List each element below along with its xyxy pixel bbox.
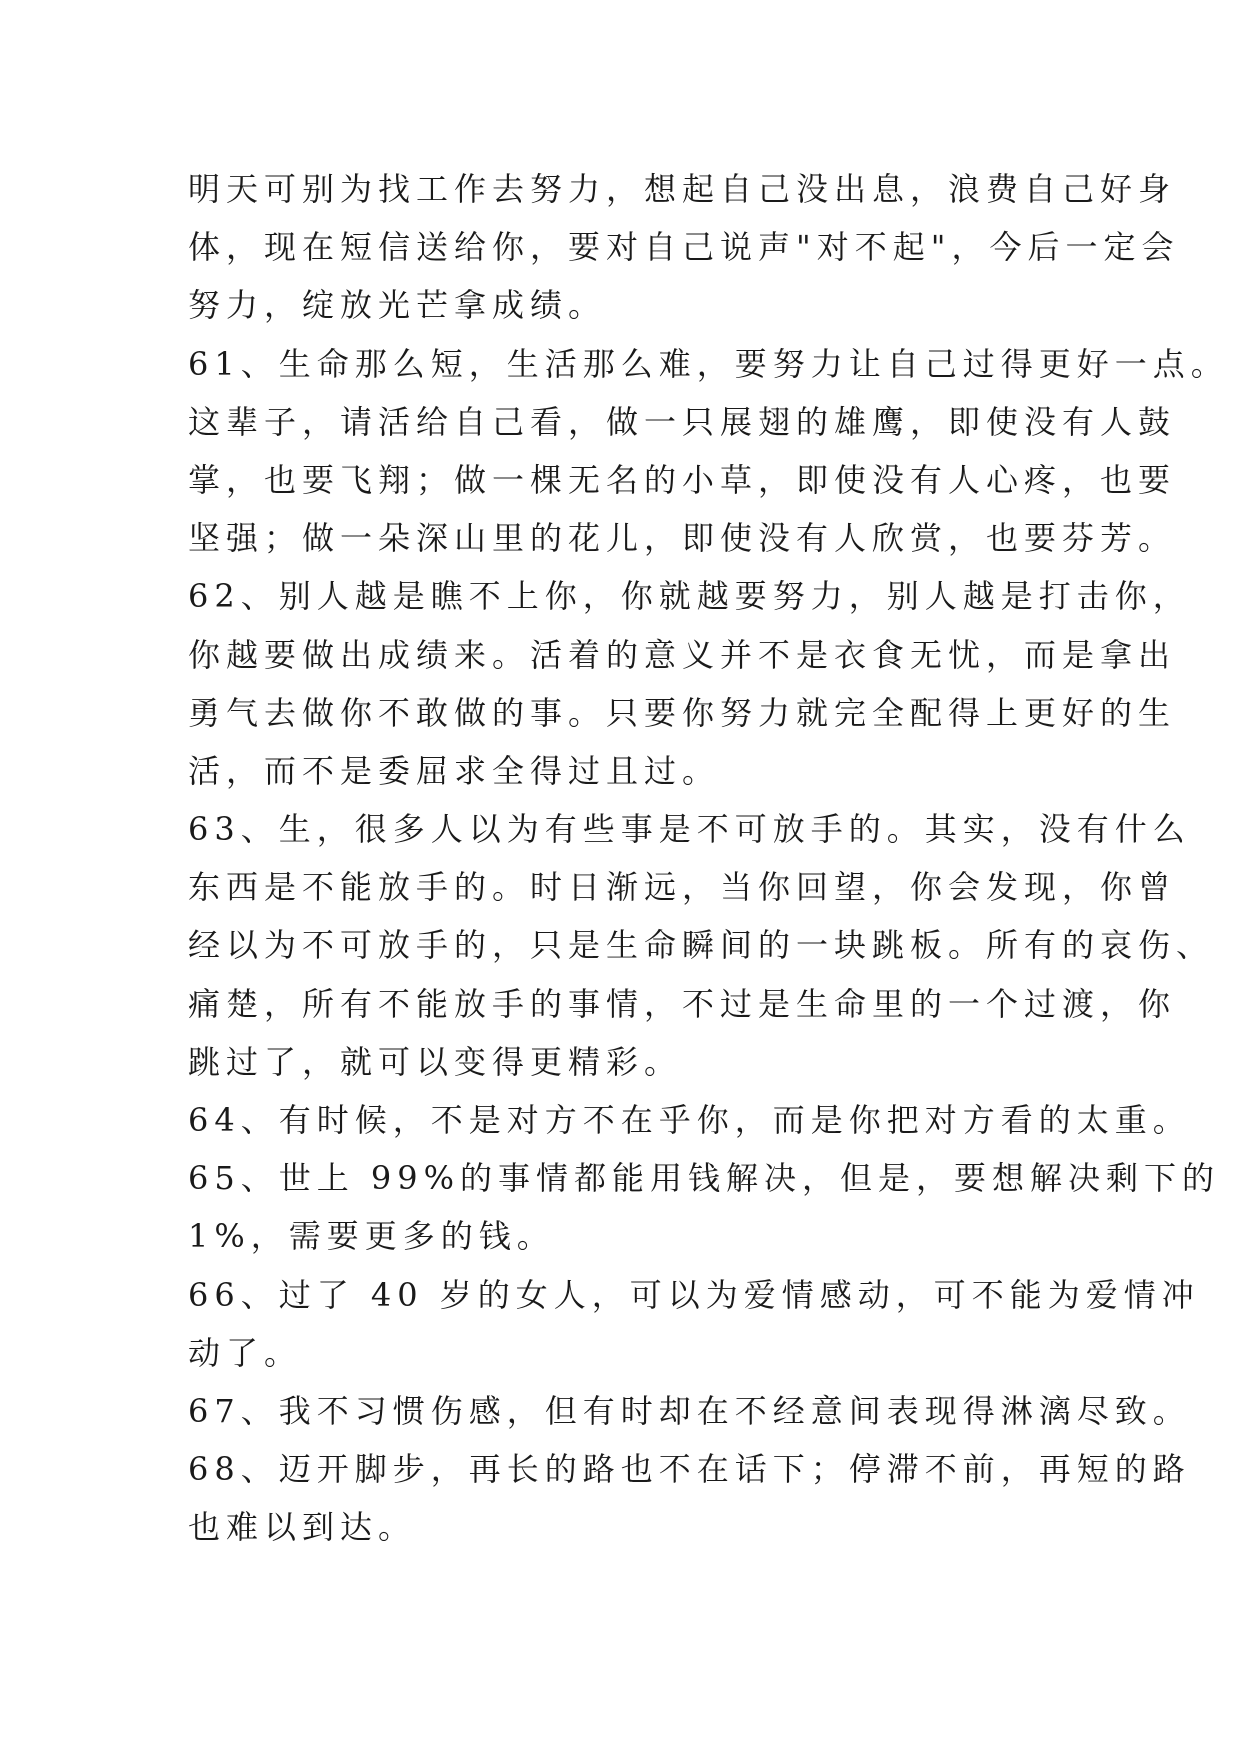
- text-line: 跳过了，就可以变得更精彩。: [188, 1042, 683, 1081]
- text-line: 痛楚，所有不能放手的事情，不过是生命里的一个过渡，你: [188, 984, 1177, 1023]
- text-line: 动了。: [188, 1333, 303, 1372]
- text-line: 66、过了 40 岁的女人，可以为爱情感动，可不能为爱情冲: [188, 1275, 1200, 1314]
- text-line: 63、生，很多人以为有些事是不可放手的。其实，没有什么: [188, 810, 1191, 849]
- text-line: 67、我不习惯伤感，但有时却在不经意间表现得淋漓尽致。: [188, 1391, 1191, 1430]
- text-line: 61、生命那么短，生活那么难，要努力让自己过得更好一点。: [188, 344, 1229, 383]
- text-line: 东西是不能放手的。时日渐远，当你回望，你会发现，你曾: [188, 868, 1177, 907]
- text-line: 62、别人越是瞧不上你，你就越要努力，别人越是打击你，: [188, 577, 1191, 616]
- text-line: 65、世上 99%的事情都能用钱解决，但是，要想解决剩下的: [188, 1159, 1221, 1198]
- text-line: 这辈子，请活给自己看，做一只展翅的雄鹰，即使没有人鼓: [188, 402, 1177, 441]
- text-line: 活，而不是委屈求全得过且过。: [188, 751, 721, 790]
- text-line: 勇气去做你不敢做的事。只要你努力就完全配得上更好的生: [188, 693, 1177, 732]
- text-line: 1%，需要更多的钱。: [188, 1217, 555, 1256]
- text-line: 你越要做出成绩来。活着的意义并不是衣食无忧，而是拿出: [188, 635, 1177, 674]
- text-line: 经以为不可放手的，只是生命瞬间的一块跳板。所有的哀伤、: [188, 926, 1215, 965]
- text-line: 也难以到达。: [188, 1508, 417, 1547]
- text-line: 68、迈开脚步，再长的路也不在话下；停滞不前，再短的路: [188, 1450, 1191, 1489]
- text-line: 体，现在短信送给你，要对自己说声"对不起"，今后一定会: [188, 228, 1180, 267]
- text-line: 明天可别为找工作去努力，想起自己没出息，浪费自己好身: [188, 170, 1177, 208]
- text-line: 掌，也要飞翔；做一棵无名的小草，即使没有人心疼，也要: [188, 460, 1177, 499]
- text-line: 64、有时候，不是对方不在乎你，而是你把对方看的太重。: [188, 1101, 1191, 1139]
- text-line: 坚强；做一朵深山里的花儿，即使没有人欣赏，也要芬芳。: [188, 519, 1177, 558]
- document-body: [188, 160, 1229, 1557]
- text-line: 努力，绽放光芒拿成绩。: [188, 286, 607, 325]
